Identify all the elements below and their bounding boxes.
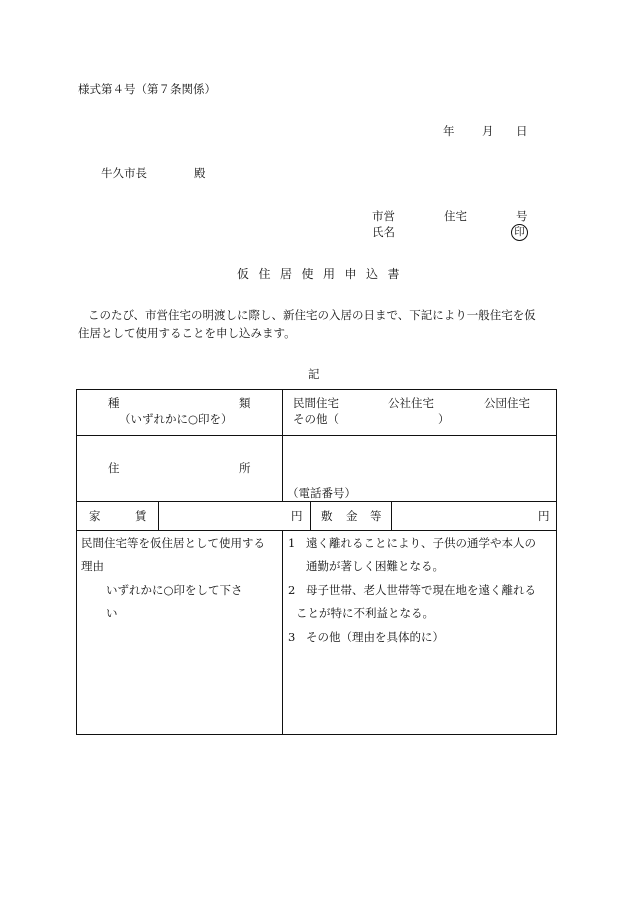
housing-number-suffix: 号 <box>516 209 528 223</box>
addressee-honorific: 殿 <box>194 166 206 180</box>
table-col-divider <box>282 389 283 501</box>
reason-1-line-2: 通勤が著しく困難となる。 <box>306 559 444 573</box>
table-row-divider <box>76 530 557 531</box>
table-col-divider <box>158 501 159 531</box>
deposit-label-1: 敷 <box>321 509 333 523</box>
deposit-yen-unit: 円 <box>538 509 550 523</box>
type-label-left: 種 <box>108 396 120 410</box>
table-col-divider <box>282 530 283 735</box>
reason-2-line-1: 母子世帯、老人世帯等で現在地を遠く離れる <box>306 583 536 597</box>
document-title: 仮住居使用申込書 <box>237 267 410 281</box>
applicant-name-label: 氏名 <box>372 225 395 239</box>
address-label-right: 所 <box>239 461 251 475</box>
housing-type: 住宅 <box>444 209 467 223</box>
addressee-name: 牛久市長 <box>101 166 147 180</box>
address-label-left: 住 <box>108 461 120 475</box>
reason-1-line-1: 遠く離れることにより、子供の通学や本人の <box>306 536 536 550</box>
reason-2-line-2: ことが特に不利益となる。 <box>296 606 434 620</box>
table-row-divider <box>76 501 557 502</box>
form-number: 様式第４号（第７条関係） <box>78 82 216 96</box>
intro-line-1: このたび、市営住宅の明渡しに際し、新住宅の入居の日まで、下記により一般住宅を仮 <box>88 308 536 322</box>
type-option-private: 民間住宅 <box>293 396 339 410</box>
deposit-label-2: 金 <box>346 509 358 523</box>
reason-3-line-1: その他（理由を具体的に） <box>306 630 444 644</box>
seal-mark <box>511 224 528 241</box>
phone-label: （電話番号） <box>287 486 356 500</box>
table-row-divider <box>76 435 557 436</box>
type-instruction: （いずれかに○印を） <box>119 412 233 426</box>
type-option-public-corp: 公社住宅 <box>388 396 434 410</box>
reason-label-line-1: 民間住宅等を仮住居として使用する <box>81 536 265 550</box>
table-border-left <box>76 389 77 735</box>
reason-label-line-4: い <box>106 606 118 620</box>
table-border-right <box>556 389 557 735</box>
type-option-public-agency: 公団住宅 <box>484 396 530 410</box>
deposit-label-3: 等 <box>370 509 382 523</box>
date-year-label: 年 <box>443 124 455 138</box>
rent-label-2: 賃 <box>135 509 147 523</box>
seal-icon: 印 <box>511 224 528 241</box>
reason-2-number: 2 <box>288 583 296 597</box>
ki-heading: 記 <box>308 367 320 381</box>
intro-line-2: 住居として使用することを申し込みます。 <box>78 326 296 340</box>
reason-label-line-2: 理由 <box>81 559 104 573</box>
table-col-divider <box>391 501 392 531</box>
date-month-label: 月 <box>482 124 494 138</box>
type-label-right: 類 <box>239 396 251 410</box>
type-option-other-close: ） <box>438 412 450 426</box>
reason-1-number: 1 <box>288 536 296 550</box>
rent-yen-unit: 円 <box>291 509 303 523</box>
reason-3-number: 3 <box>288 630 296 644</box>
rent-label-1: 家 <box>89 509 101 523</box>
housing-label: 市営 <box>372 209 395 223</box>
table-border-bottom <box>76 734 557 735</box>
date-day-label: 日 <box>516 124 528 138</box>
type-option-other: その他（ <box>293 412 339 426</box>
reason-label-line-3: いずれかに○印をして下さ <box>106 583 243 597</box>
table-col-divider <box>310 501 311 531</box>
table-border-top <box>76 389 557 390</box>
